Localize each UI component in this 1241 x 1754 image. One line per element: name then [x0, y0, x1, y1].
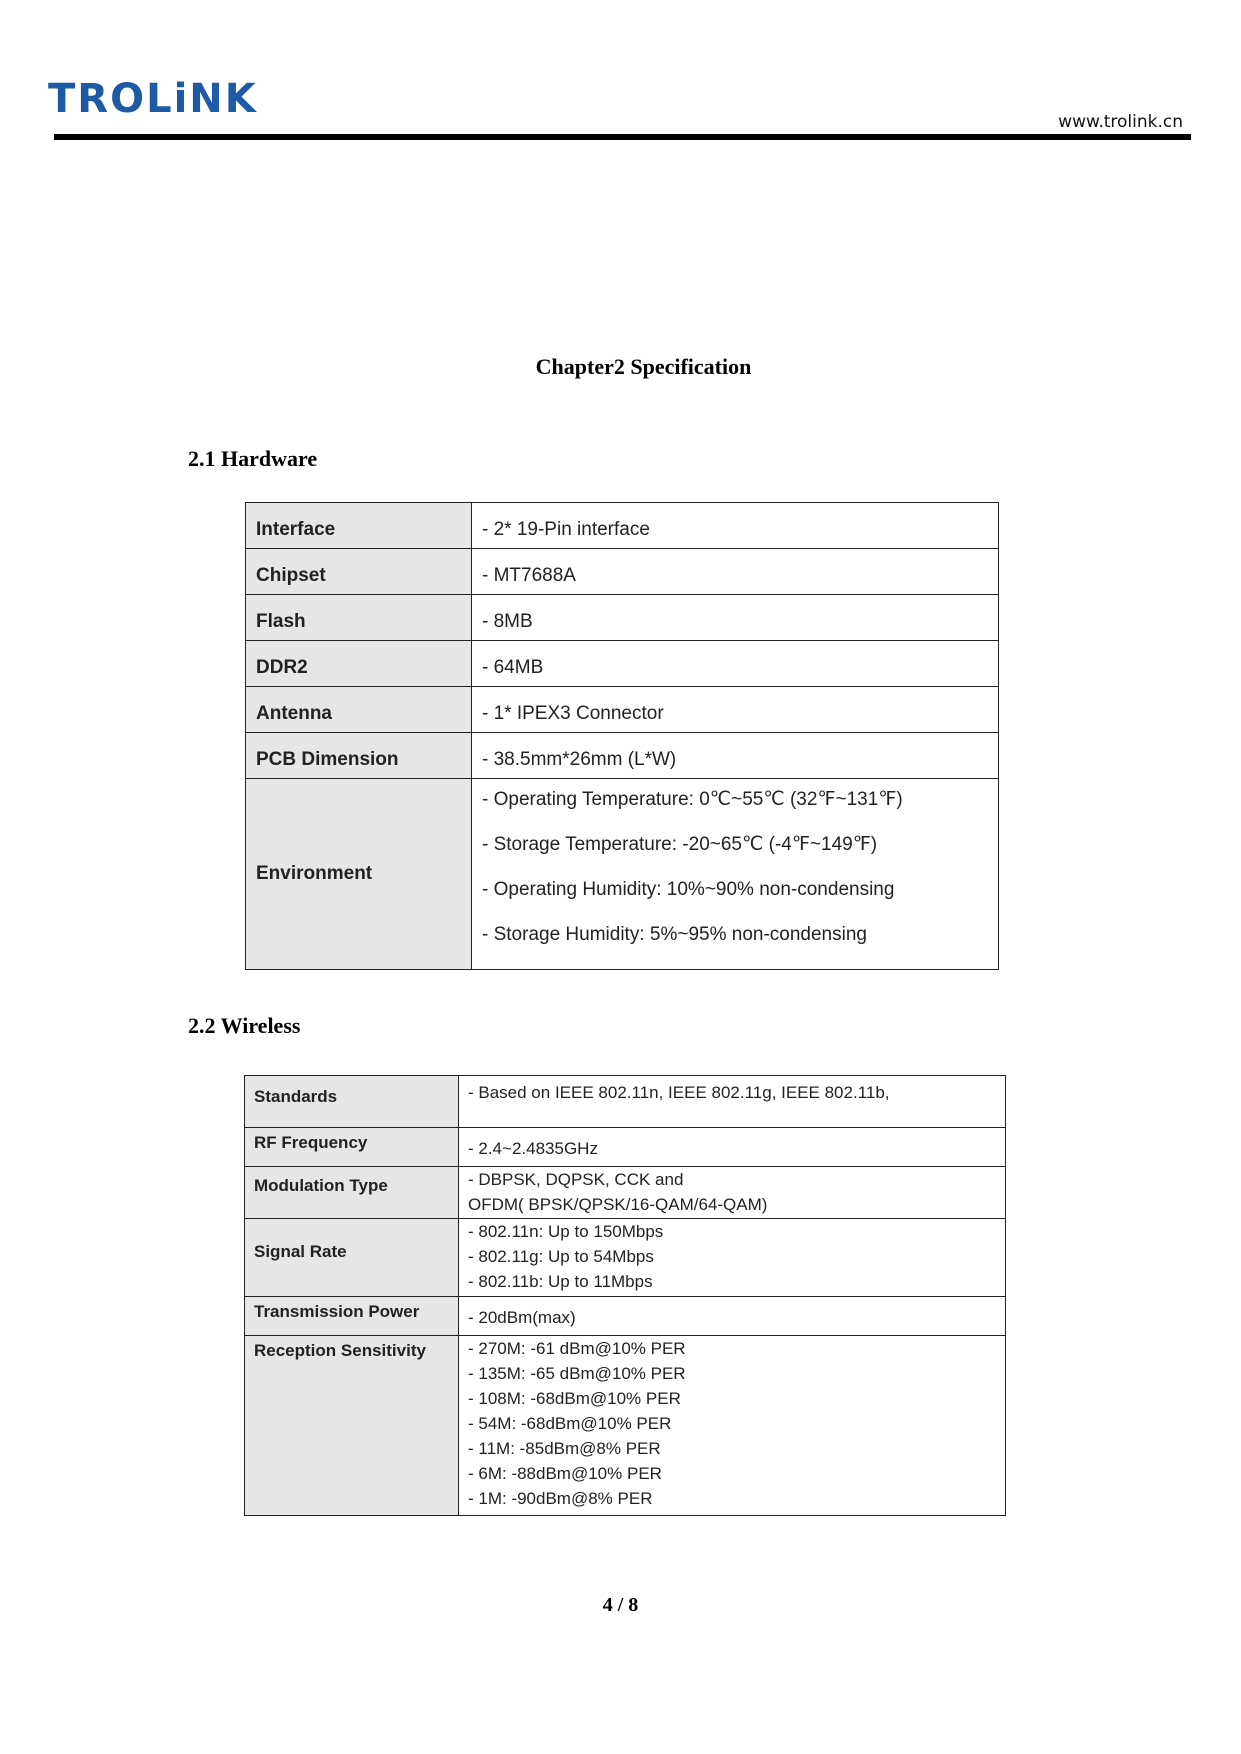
table-row [245, 1076, 1006, 1128]
env-line: - Storage Humidity: 5%~95% non-condensing [482, 924, 867, 945]
website-url: www.trolink.cn [1058, 112, 1183, 132]
spec-key: Transmission Power [245, 1297, 459, 1336]
table-row [245, 1297, 1006, 1336]
value-line: - 20dBm(max) [468, 1308, 576, 1327]
logo-text: TROLiNK [48, 78, 258, 118]
table-row [246, 595, 999, 641]
spec-key: Modulation Type [245, 1167, 459, 1219]
table-row [246, 779, 999, 970]
value-line: - 135M: -65 dBm@10% PER [468, 1364, 686, 1383]
table-row [245, 1167, 1006, 1219]
value-line: - 108M: -68dBm@10% PER [468, 1389, 681, 1408]
value-line: - 802.11n: Up to 150Mbps [468, 1222, 664, 1241]
table-row [246, 733, 999, 779]
spec-value [459, 1219, 1006, 1297]
spec-key: Interface [246, 503, 472, 549]
spec-value [459, 1128, 1006, 1167]
env-line: - Operating Temperature: 0℃~55℃ (32℉~131℉) [482, 789, 903, 810]
spec-key: Antenna [246, 687, 472, 733]
spec-value [459, 1167, 1006, 1219]
spec-key: DDR2 [246, 641, 472, 687]
table-row [246, 503, 999, 549]
value-line: - DBPSK, DQPSK, CCK and [468, 1170, 684, 1189]
value-line: - 802.11b: Up to 11Mbps [468, 1272, 653, 1291]
table-row [245, 1336, 1006, 1516]
wireless-section-title: 2.2 Wireless [188, 1013, 301, 1038]
table-row [246, 687, 999, 733]
header-rule [54, 134, 1191, 140]
value-line: - 6M: -88dBm@10% PER [468, 1464, 662, 1483]
value-line: - 270M: -61 dBm@10% PER [468, 1339, 686, 1358]
env-line: - Storage Temperature: -20~65℃ (-4℉~149℉) [482, 834, 878, 855]
table-row [246, 549, 999, 595]
spec-key: Reception Sensitivity [245, 1336, 459, 1516]
spec-key: Signal Rate [245, 1219, 459, 1297]
spec-value: - 8MB [472, 595, 999, 641]
value-line: - 1M: -90dBm@8% PER [468, 1489, 653, 1508]
spec-value: - MT7688A [472, 549, 999, 595]
spec-key: Environment [246, 779, 472, 970]
table-row [246, 641, 999, 687]
spec-value [459, 1336, 1006, 1516]
value-line: - 11M: -85dBm@8% PER [468, 1439, 661, 1458]
value-line: - 54M: -68dBm@10% PER [468, 1414, 672, 1433]
spec-key: Chipset [246, 549, 472, 595]
value-line: - Based on IEEE 802.11n, IEEE 802.11g, IEEE 802.11b, [468, 1083, 890, 1102]
spec-value: - 1* IPEX3 Connector [472, 687, 999, 733]
spec-value: - 64MB [472, 641, 999, 687]
hardware-spec-table [245, 502, 999, 970]
spec-key: Flash [246, 595, 472, 641]
spec-value: - 38.5mm*26mm (L*W) [472, 733, 999, 779]
hardware-section-title: 2.1 Hardware [188, 446, 318, 471]
spec-value [472, 779, 999, 970]
wireless-spec-table [244, 1075, 1006, 1516]
value-line: - 2.4~2.4835GHz [468, 1139, 598, 1158]
page-number: 4 / 8 [602, 1594, 639, 1616]
table-row [245, 1219, 1006, 1297]
spec-key: PCB Dimension [246, 733, 472, 779]
spec-key: RF Frequency [245, 1128, 459, 1167]
spec-value [459, 1076, 1006, 1128]
spec-key: Standards [245, 1076, 459, 1128]
value-line: - 802.11g: Up to 54Mbps [468, 1247, 654, 1266]
env-line: - Operating Humidity: 10%~90% non-condensing [482, 879, 895, 900]
spec-value: - 2* 19-Pin interface [472, 503, 999, 549]
table-row [245, 1128, 1006, 1167]
spec-value [459, 1297, 1006, 1336]
value-line: OFDM( BPSK/QPSK/16-QAM/64-QAM) [468, 1195, 768, 1214]
chapter-title: Chapter2 Specification [535, 354, 752, 379]
trolink-logo [48, 78, 308, 123]
